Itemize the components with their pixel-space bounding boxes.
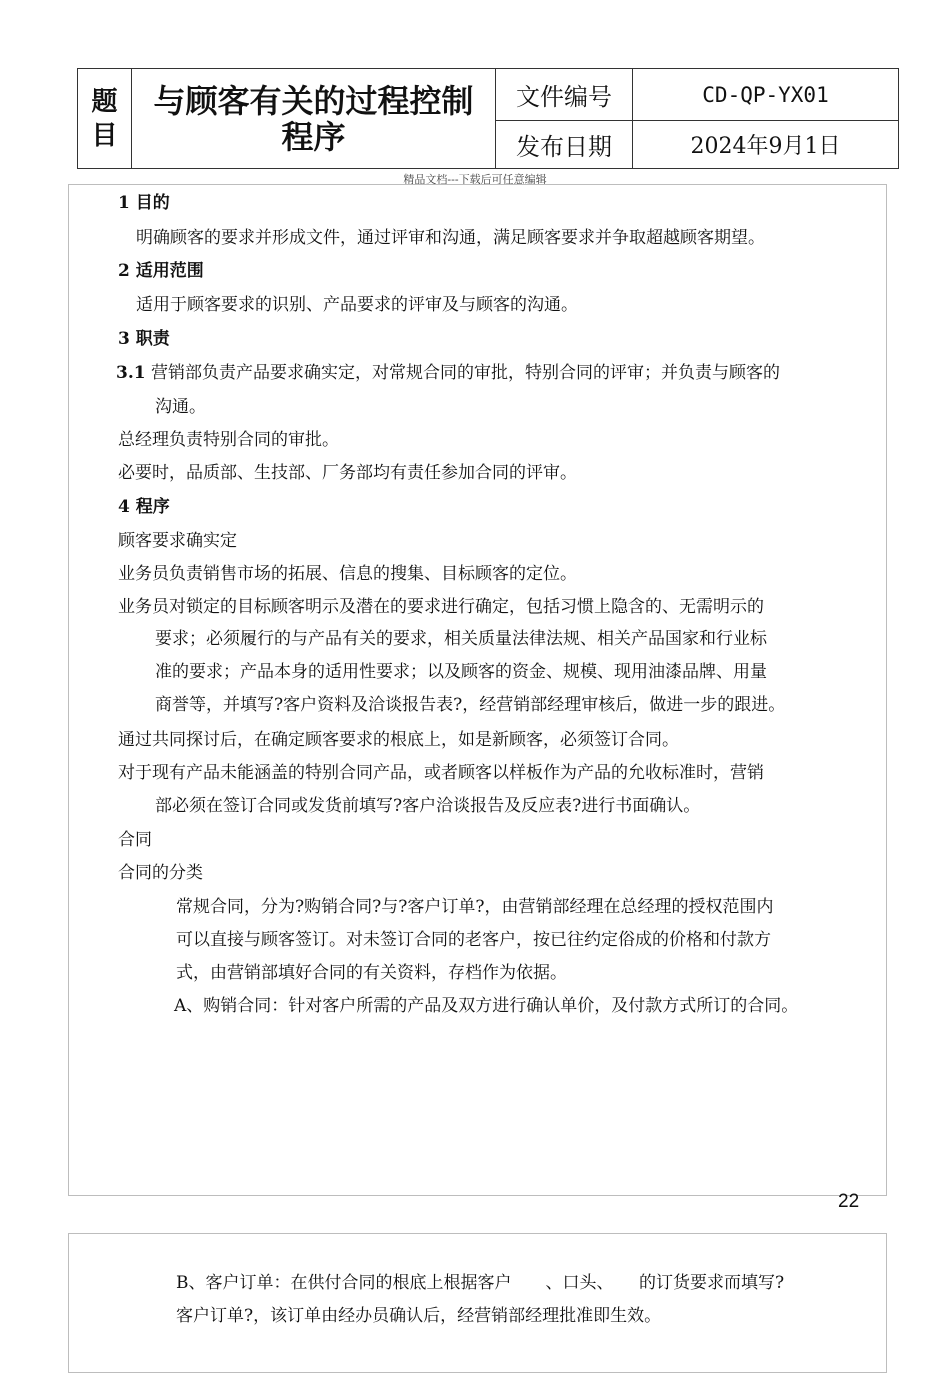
section-4-para-9: A、购销合同：针对客户所需的产品及双方进行确认单价，及付款方式所订的合同。 [174, 996, 799, 1016]
doc-number-value: CD-QP-YX01 [633, 69, 898, 121]
doc-number-label: 文件编号 [496, 69, 633, 121]
section-2-body: 适用于顾客要求的识别、产品要求的评审及与顾客的沟通。 [136, 295, 578, 315]
section-3-1-text: 营销部负责产品要求确实定，对常规合同的审批，特别合同的评审；并负责与顾客的 [150, 363, 780, 383]
header-table [77, 68, 899, 169]
page-1 [68, 184, 887, 1196]
section-4-para-6: 合同 [118, 830, 152, 850]
section-1-heading: 1 目的 [118, 193, 170, 213]
section-4-para-3-line-2: 要求；必须履行的与产品有关的要求，相关质量法律法规、相关产品国家和行业标 [155, 629, 767, 649]
section-4-para-8-line-3: 式，由营销部填好合同的有关资料，存档作为依据。 [176, 963, 567, 983]
page-2 [68, 1233, 887, 1373]
section-4-para-5-line-1: 对于现有产品未能涵盖的特别合同产品，或者顾客以样板作为产品的允收标准时，营销 [118, 763, 764, 783]
page-number: 22 [838, 1191, 860, 1212]
watermark-text: 精品文档---下载后可任意编辑 [403, 173, 547, 186]
section-4-para-5-line-2: 部必须在签订合同或发货前填写?客户洽谈报告及反应表?进行书面确认。 [155, 796, 701, 816]
section-3-1-continued: 沟通。 [155, 397, 206, 417]
section-2-heading: 2 适用范围 [118, 261, 204, 281]
section-3-3: 必要时，品质部、生技部、厂务部均有责任参加合同的评审。 [118, 463, 577, 483]
section-4-heading: 4 程序 [118, 497, 170, 517]
section-4-para-4: 通过共同探讨后，在确定顾客要求的根底上，如是新顾客，必须签订合同。 [118, 730, 679, 750]
section-4-para-10-line-1: B、客户订单：在供付合同的根底上根据客户 、口头、 的订货要求而填写? [176, 1273, 785, 1293]
section-4-para-3-line-4: 商誉等，并填写?客户资料及洽谈报告表?，经营销部经理审核后，做进一步的跟进。 [155, 695, 786, 715]
section-4-para-3-line-1: 业务员对锁定的目标顾客明示及潜在的要求进行确定，包括习惯上隐含的、无需明示的 [118, 597, 764, 617]
section-1-body: 明确顾客的要求并形成文件，通过评审和沟通，满足顾客要求并争取超越顾客期望。 [136, 228, 765, 248]
section-4-para-8-line-2: 可以直接与顾客签订。对未签订合同的老客户，按已往约定俗成的价格和付款方 [176, 930, 771, 950]
section-4-para-2: 业务员负责销售市场的拓展、信息的搜集、目标顾客的定位。 [118, 564, 577, 584]
section-4-para-7: 合同的分类 [118, 863, 203, 883]
subject-label: 题目 [78, 69, 132, 168]
document-title: 与顾客有关的过程控制程序 [132, 69, 496, 168]
section-4-para-8-line-1: 常规合同，分为?购销合同?与?客户订单?，由营销部经理在总经理的授权范围内 [176, 897, 774, 917]
section-3-2: 总经理负责特别合同的审批。 [118, 430, 339, 450]
section-4-para-3-line-3: 准的要求；产品本身的适用性要求；以及顾客的资金、规模、现用油漆品牌、用量 [155, 662, 767, 682]
issue-date-value: 2024年9月1日 [690, 134, 841, 159]
section-4-para-1: 顾客要求确实定 [118, 531, 237, 551]
issue-date-label: 发布日期 [496, 121, 633, 168]
section-4-para-10-line-2: 客户订单?，该订单由经办员确认后，经营销部经理批准即生效。 [176, 1306, 662, 1326]
section-3-heading: 3 职责 [118, 329, 170, 349]
section-3-1-number: 3.1 [116, 363, 146, 383]
section-3-1 [116, 362, 780, 384]
